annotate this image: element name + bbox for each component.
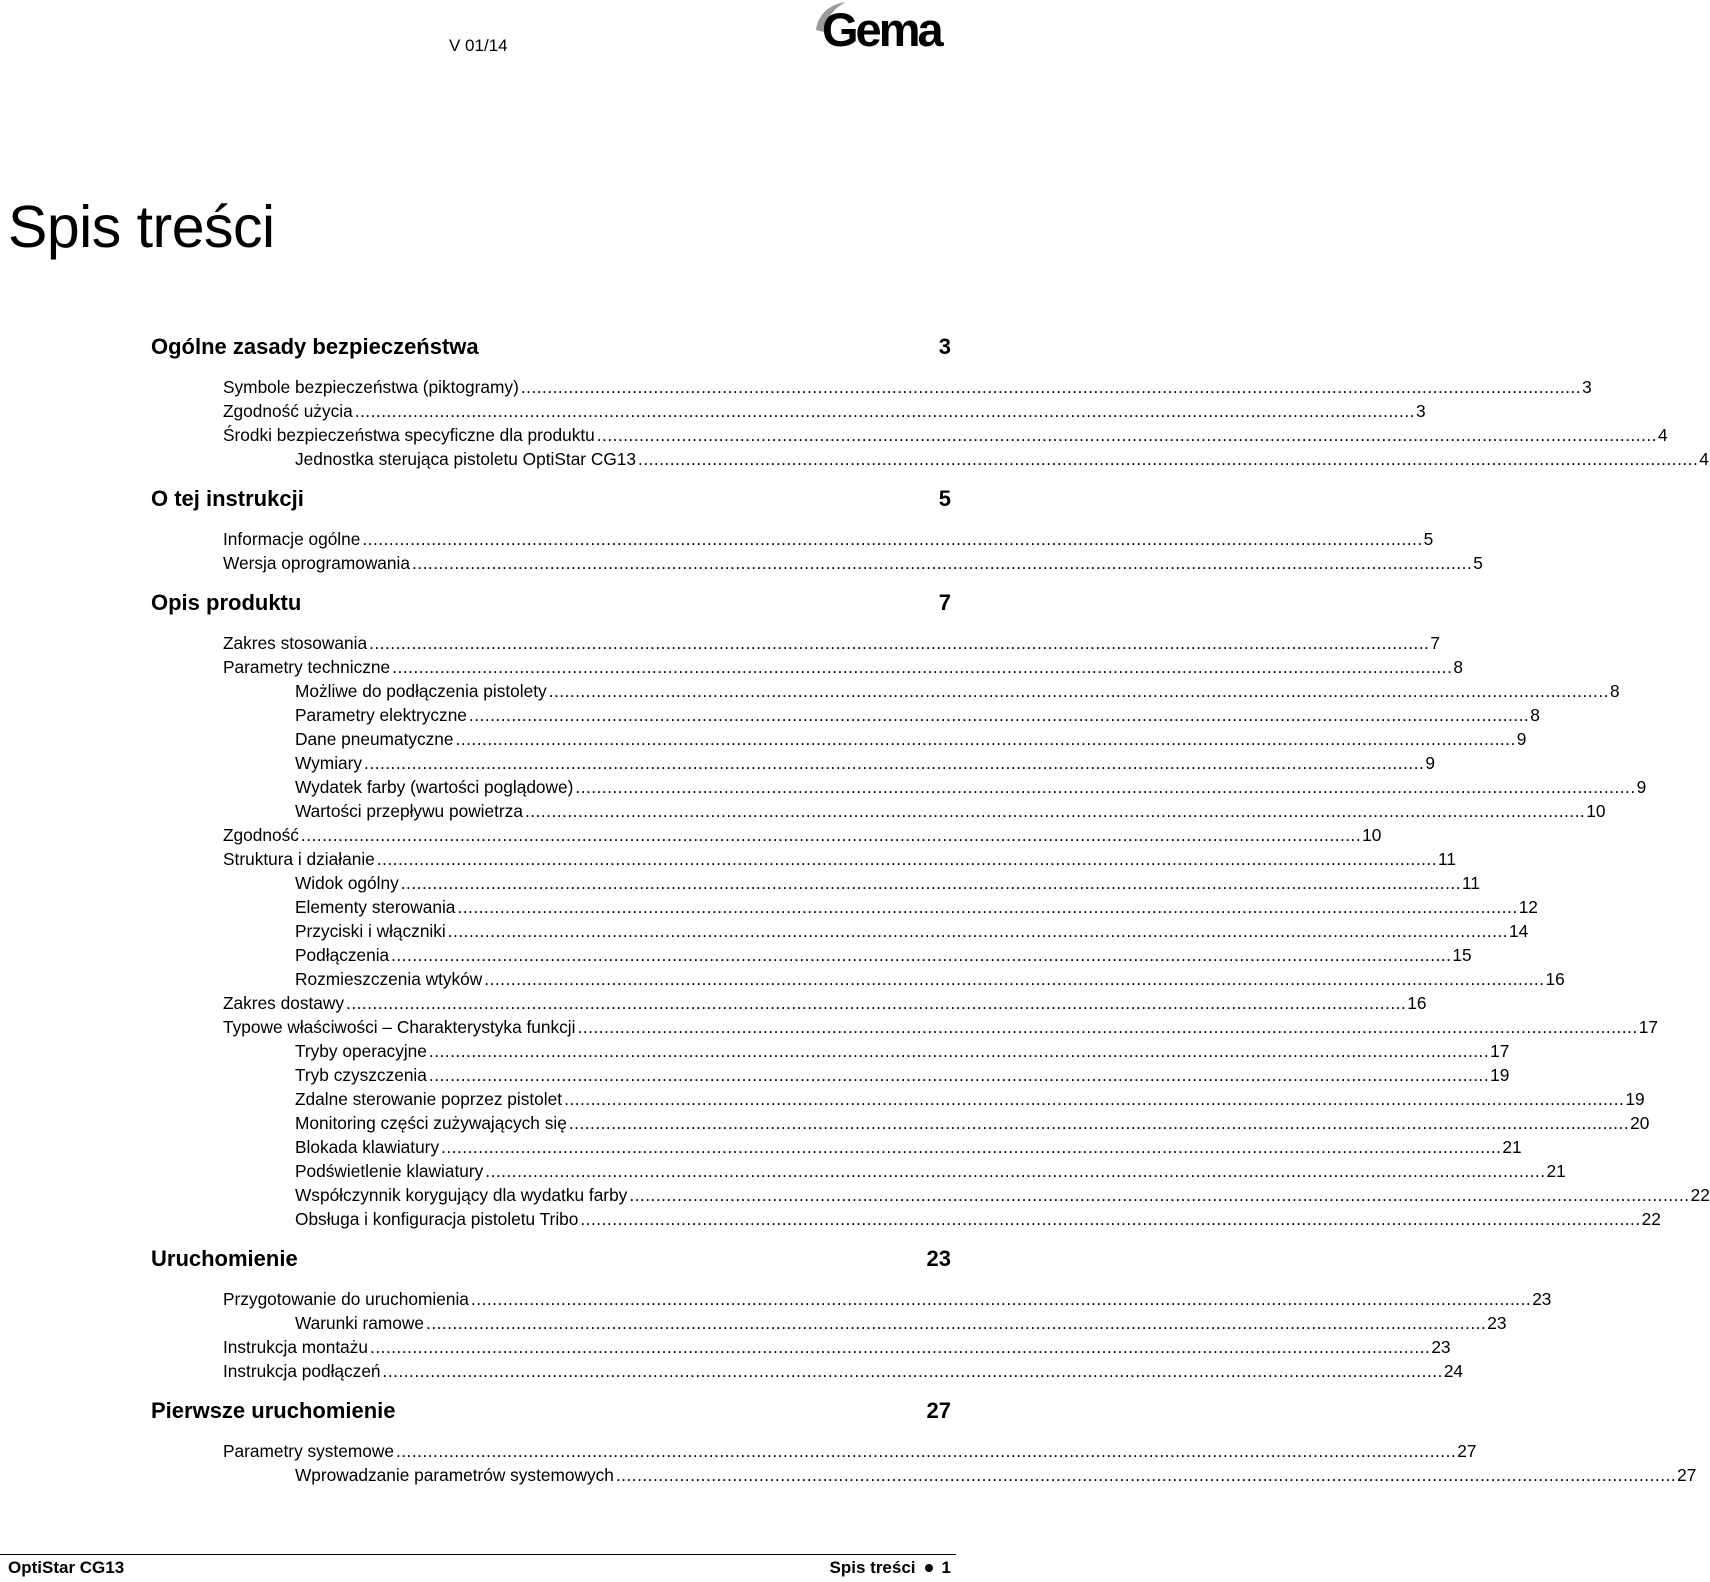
toc-entry-page: 5 (1473, 553, 1483, 573)
toc-entry-page: 9 (1425, 753, 1435, 773)
toc-entry-page: 10 (1586, 801, 1606, 821)
toc-entry-page: 3 (1582, 377, 1592, 397)
toc-entry-row[interactable] (223, 847, 1456, 871)
toc-entry-row[interactable] (295, 1207, 1661, 1231)
toc-chapter-title: Pierwsze uruchomienie (151, 1398, 396, 1423)
toc-entry-page: 8 (1530, 705, 1540, 725)
toc-entry-title: Typowe właściwości – Charakterystyka funkcji (223, 1017, 576, 1037)
footer-page-info (830, 1558, 951, 1578)
toc-entry-page: 15 (1452, 945, 1472, 965)
toc-dot-leader: ........................................................................................................................................................................................................ (362, 529, 1423, 549)
toc-entry-row[interactable] (295, 1135, 1522, 1159)
toc-chapter-row[interactable] (151, 333, 951, 361)
toc-entry-title: Podświetlenie klawiatury (295, 1161, 484, 1181)
toc-entry-title: Dane pneumatyczne (295, 729, 454, 749)
toc-dot-leader: ........................................................................................................................................................................................................ (441, 1137, 1502, 1157)
toc-entry-title: Tryby operacyjne (295, 1041, 427, 1061)
toc-dot-leader: ........................................................................................................................................................................................................ (369, 633, 1430, 653)
toc-chapter-row[interactable] (151, 1397, 951, 1425)
toc-entry-title: Zdalne sterowanie poprzez pistolet (295, 1089, 563, 1109)
toc-entry-page: 7 (1430, 633, 1440, 653)
toc-entry-title: Tryb czyszczenia (295, 1065, 427, 1085)
toc-entry-title: Przyciski i włączniki (295, 921, 446, 941)
toc-entry-title: Blokada klawiatury (295, 1137, 440, 1157)
toc-entry-title: Zakres stosowania (223, 633, 368, 653)
toc-entry-row[interactable] (295, 919, 1529, 943)
toc-entry-row[interactable] (295, 871, 1480, 895)
toc-entry-row[interactable] (295, 1311, 1507, 1335)
toc-entry-page: 16 (1407, 993, 1427, 1013)
toc-entry-page: 8 (1609, 681, 1620, 701)
toc-dot-leader: ........................................................................................................................................................................................................ (484, 969, 1545, 989)
toc-entry-row[interactable] (295, 751, 1435, 775)
toc-entry-row[interactable] (223, 375, 1592, 399)
toc-entry-title: Warunki ramowe (295, 1313, 425, 1333)
toc-entry-title: Podłączenia (295, 945, 390, 965)
toc-dot-leader: ........................................................................................................................................................................................................ (382, 1361, 1443, 1381)
toc-entry-page: 11 (1438, 849, 1456, 869)
toc-entry-title: Przygotowanie do uruchomienia (223, 1289, 469, 1309)
toc-entry-row[interactable] (223, 399, 1426, 423)
document-version: V 01/14 (449, 36, 508, 55)
toc-entry-page: 14 (1509, 921, 1529, 941)
toc-entry-page: 16 (1545, 969, 1565, 989)
toc-entry-page: 19 (1490, 1065, 1510, 1085)
toc-entry-title: Wprowadzanie parametrów systemowych (295, 1465, 614, 1485)
toc-entry-row[interactable] (223, 991, 1427, 1015)
toc-entry-title: Wersja oprogramowania (223, 553, 410, 573)
toc-chapter-page: 5 (938, 486, 951, 511)
toc-chapter-page: 27 (926, 1398, 951, 1423)
toc-entry-title: Obsługa i konfiguracja pistoletu Tribo (295, 1209, 579, 1229)
toc-chapter-row[interactable] (151, 485, 951, 513)
toc-entry-page: 21 (1502, 1137, 1522, 1157)
toc-dot-leader: ........................................................................................................................................................................................................ (520, 377, 1582, 397)
toc-entry-title: Wydatek farby (wartości poglądowe) (295, 777, 574, 797)
toc-entry-title: Wymiary (295, 753, 363, 773)
toc-chapter-title: Ogólne zasady bezpieczeństwa (151, 334, 479, 359)
toc-entry-page: 22 (1690, 1185, 1710, 1205)
toc-entry-row[interactable] (223, 1335, 1451, 1359)
toc-entry-row[interactable] (295, 679, 1620, 703)
toc-dot-leader: ........................................................................................................................................................................................................ (447, 921, 1509, 941)
toc-dot-leader: ........................................................................................................................................................................................................ (455, 729, 1516, 749)
toc-chapter-title: Uruchomienie (151, 1246, 298, 1271)
toc-dot-leader: ........................................................................................................................................................................................................ (400, 873, 1462, 893)
toc-dot-leader: ........................................................................................................................................................................................................ (470, 1289, 1532, 1309)
toc-entry-page: 8 (1453, 657, 1464, 677)
toc-entry-row[interactable] (223, 655, 1464, 679)
footer-product-name: OptiStar CG13 (8, 1558, 125, 1577)
toc-dot-leader: ........................................................................................................................................................................................................ (428, 1065, 1490, 1085)
toc-entry-row[interactable] (295, 1159, 1566, 1183)
toc-chapter-row[interactable] (151, 1245, 951, 1273)
toc-entry-page: 4 (1699, 449, 1709, 469)
toc-entry-page: 27 (1677, 1465, 1697, 1485)
toc-entry-page: 27 (1457, 1441, 1477, 1461)
toc-entry-title: Elementy sterowania (295, 897, 456, 917)
toc-entry-page: 9 (1636, 777, 1647, 797)
toc-entry-page: 12 (1518, 897, 1538, 917)
toc-chapter-page: 3 (938, 334, 951, 359)
toc-entry-title: Zakres dostawy (223, 993, 345, 1013)
toc-entry-row[interactable] (223, 527, 1434, 551)
toc-entry-page: 23 (1487, 1313, 1507, 1333)
toc-entry-row[interactable] (295, 1039, 1510, 1063)
toc-entry-page: 22 (1641, 1209, 1661, 1229)
toc-dot-leader: ........................................................................................................................................................................................................ (524, 801, 1586, 821)
toc-entry-row[interactable] (295, 895, 1538, 919)
toc-entry-title: Informacje ogólne (223, 529, 361, 549)
toc-entry-row[interactable] (223, 1015, 1658, 1039)
toc-entry-page: 10 (1362, 825, 1382, 845)
toc-entry-title: Instrukcja montażu (223, 1337, 369, 1357)
toc-entry-row[interactable] (223, 423, 1668, 447)
toc-entry-row[interactable] (295, 1463, 1697, 1487)
toc-entry-title: Struktura i działanie (223, 849, 375, 869)
toc-entry-row[interactable] (295, 1111, 1650, 1135)
toc-entry-title: Instrukcja podłączeń (223, 1361, 381, 1381)
toc-dot-leader: ........................................................................................................................................................................................................ (370, 1337, 1431, 1357)
toc-chapter-title: Opis produktu (151, 590, 302, 615)
toc-entry-row[interactable] (295, 447, 1709, 471)
toc-entry-title: Rozmieszczenia wtyków (295, 969, 483, 989)
toc-dot-leader: ........................................................................................................................................................................................................ (395, 1441, 1457, 1461)
toc-entry-row[interactable] (295, 1183, 1710, 1207)
toc-entry-page: 19 (1625, 1089, 1645, 1109)
toc-dot-leader: ........................................................................................................................................................................................................ (428, 1041, 1490, 1061)
toc-entry-page: 4 (1658, 425, 1668, 445)
toc-chapter-page: 7 (938, 590, 951, 615)
toc-entry-row[interactable] (223, 1359, 1464, 1383)
toc-entry-title: Zgodność użycia (223, 401, 353, 421)
toc-entry-title: Parametry systemowe (223, 1441, 394, 1461)
toc-dot-leader: ........................................................................................................................................................................................................ (568, 1113, 1630, 1133)
toc-entry-row[interactable] (295, 1087, 1645, 1111)
toc-entry-page: 3 (1415, 401, 1426, 421)
toc-dot-leader: ........................................................................................................................................................................................................ (580, 1209, 1641, 1229)
toc-entry-title: Parametry techniczne (223, 657, 391, 677)
toc-entry-page: 24 (1443, 1361, 1464, 1381)
toc-dot-leader: ........................................................................................................................................................................................................ (564, 1089, 1625, 1109)
toc-entry-page: 23 (1532, 1289, 1552, 1309)
toc-dot-leader: ........................................................................................................................................................................................................ (575, 777, 1636, 797)
footer-section-name: Spis treści (829, 1558, 916, 1577)
toc-entry-row[interactable] (295, 775, 1647, 799)
toc-dot-leader: ........................................................................................................................................................................................................ (577, 1017, 1638, 1037)
toc-dot-leader: ........................................................................................................................................................................................................ (364, 753, 1425, 773)
toc-entry-title: Zgodność (223, 825, 299, 845)
toc-entry-title: Środki bezpieczeństwa specyficzne dla produktu (223, 425, 595, 445)
toc-chapter-title: O tej instrukcji (151, 486, 304, 511)
toc-dot-leader: ........................................................................................................................................................................................................ (468, 705, 1530, 725)
toc-entry-title: Wartości przepływu powietrza (295, 801, 523, 821)
toc-entry-page: 17 (1638, 1017, 1658, 1037)
toc-entry-row[interactable] (295, 943, 1472, 967)
toc-dot-leader: ........................................................................................................................................................................................................ (457, 897, 1518, 917)
toc-dot-leader: ........................................................................................................................................................................................................ (346, 993, 1407, 1013)
toc-dot-leader: ........................................................................................................................................................................................................ (392, 657, 1453, 677)
logo-wordmark: Gema (822, 3, 941, 56)
toc-dot-leader: ........................................................................................................................................................................................................ (354, 401, 1415, 421)
toc-entry-page: 17 (1490, 1041, 1510, 1061)
toc-dot-leader: ........................................................................................................................................................................................................ (391, 945, 1452, 965)
toc-entry-row[interactable] (295, 727, 1527, 751)
page-title: Spis treści (8, 194, 275, 260)
toc-entry-page: 11 (1462, 873, 1480, 893)
toc-entry-title: Współczynnik korygujący dla wydatku farby (295, 1185, 628, 1205)
toc-dot-leader: ........................................................................................................................................................................................................ (615, 1465, 1677, 1485)
toc-entry-page: 21 (1546, 1161, 1566, 1181)
toc-entry-page: 20 (1630, 1113, 1650, 1133)
toc-entry-page: 9 (1516, 729, 1527, 749)
toc-entry-row[interactable] (223, 1287, 1552, 1311)
footer-page-number: 1 (941, 1558, 951, 1577)
toc-dot-leader: ........................................................................................................................................................................................................ (485, 1161, 1546, 1181)
toc-chapter-page: 23 (926, 1246, 951, 1271)
toc-dot-leader: ........................................................................................................................................................................................................ (638, 449, 1699, 469)
toc-dot-leader: ........................................................................................................................................................................................................ (596, 425, 1658, 445)
toc-entry-title: Monitoring części zużywających się (295, 1113, 567, 1133)
toc-entry-title: Możliwe do podłączenia pistolety (295, 681, 547, 701)
toc-entry-page: 23 (1431, 1337, 1451, 1357)
toc-dot-leader: ........................................................................................................................................................................................................ (548, 681, 1609, 701)
toc-entry-title: Parametry elektryczne (295, 705, 467, 725)
toc-entry-row[interactable] (223, 631, 1440, 655)
bullet-icon (925, 1564, 933, 1572)
footer-divider (0, 1554, 956, 1555)
toc-entry-row[interactable] (295, 703, 1540, 727)
toc-entry-row[interactable] (223, 1439, 1477, 1463)
toc-entry-row[interactable] (223, 551, 1483, 575)
toc-dot-leader: ........................................................................................................................................................................................................ (411, 553, 1473, 573)
toc-entry-title: Widok ogólny (295, 873, 399, 893)
toc-dot-leader: ........................................................................................................................................................................................................ (426, 1313, 1487, 1333)
toc-entry-title: Symbole bezpieczeństwa (piktogramy) (223, 377, 519, 397)
toc-dot-leader: ........................................................................................................................................................................................................ (629, 1185, 1690, 1205)
toc-entry-row[interactable] (295, 967, 1565, 991)
toc-entry-row[interactable] (295, 799, 1606, 823)
toc-dot-leader: ........................................................................................................................................................................................................ (300, 825, 1362, 845)
toc-dot-leader: ........................................................................................................................................................................................................ (376, 849, 1438, 869)
toc-chapter-row[interactable] (151, 589, 951, 617)
toc-entry-row[interactable] (223, 823, 1382, 847)
toc-entry-row[interactable] (295, 1063, 1510, 1087)
toc-entry-page: 5 (1423, 529, 1434, 549)
toc-entry-title: Jednostka sterująca pistoletu OptiStar CG13 (295, 449, 637, 469)
